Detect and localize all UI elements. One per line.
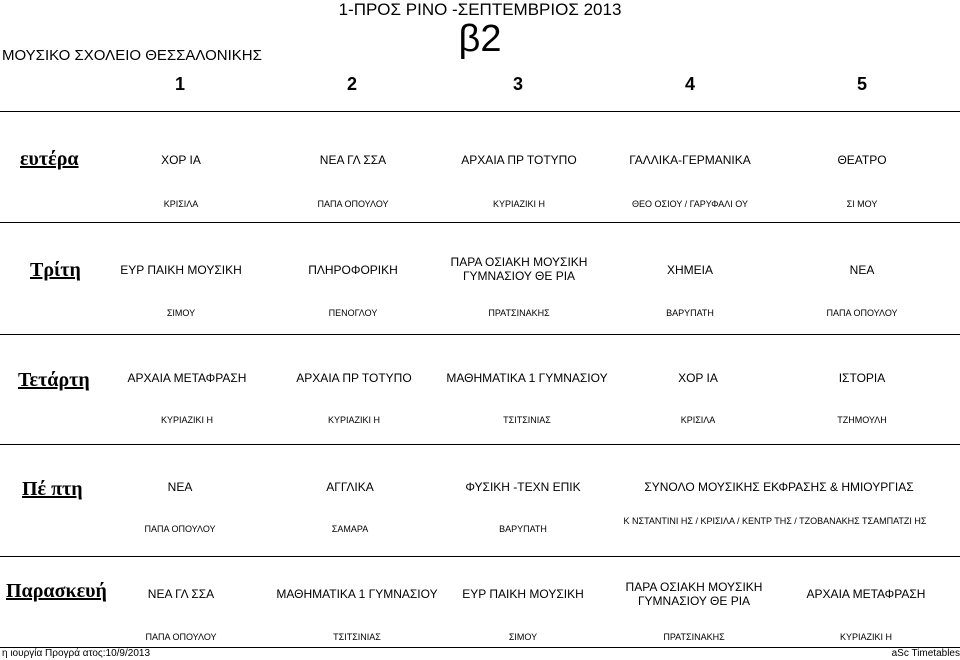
lesson-subject: ΠΑΡΑ ΟΣΙΑΚΗ ΜΟΥΣΙΚΗ ΓΥΜΝΑΣΙΟΥ ΘΕ ΡΙΑ [450,255,588,283]
day-label: Τετάρτη [18,369,90,391]
lesson-teacher: ΠΑΠΑ ΟΠΟΥΛΟΥ [144,524,216,534]
lesson-subject: ΜΑΘΗΜΑΤΙΚΑ 1 ΓΥΜΝΑΣΙΟΥ [276,587,438,601]
lesson-teacher: ΠΡΑΤΣΙΝΑΚΗΣ [663,632,725,642]
lesson-teacher: ΒΑΡΥΠΑΤΗ [499,524,547,534]
day-label: Τρίτη [30,259,81,281]
lesson-subject: ΝΕΑ ΓΛ ΣΣΑ [147,587,215,601]
lesson-subject: ΑΡΧΑΙΑ ΠΡ ΤΟΤΥΠΟ [461,153,577,167]
lesson-teacher: Κ ΝΣΤΑΝΤΙΝΙ ΗΣ / ΚΡΙΣΙΛΑ / ΚΕΝΤΡ ΤΗΣ / ΤΖΟΒΑΝΑΚΗΣ ΤΣΑΜΠΑΤΖΙ ΗΣ [623,516,927,526]
lesson-teacher: ΚΥΡΙΑΖΙΚΙ Η [839,632,892,642]
lesson-teacher: ΠΕΝΟΓΛΟΥ [328,308,378,318]
lesson-teacher: ΚΡΙΣΙΛΑ [163,199,199,209]
lesson-subject: ΝΕΑ ΓΛ ΣΣΑ [319,153,387,167]
lesson-teacher: ΣΑΜΑΡΑ [331,524,369,534]
day-label: ευτέρα [20,148,79,170]
lesson-subject: ΠΑΡΑ ΟΣΙΑΚΗ ΜΟΥΣΙΚΗ ΓΥΜΝΑΣΙΟΥ ΘΕ ΡΙΑ [625,580,763,608]
row-divider [0,444,960,445]
lesson-teacher: ΚΥΡΙΑΖΙΚΙ Η [160,415,213,425]
lesson-subject: ΧΗΜΕΙΑ [666,263,713,277]
lesson-teacher: ΠΑΠΑ ΟΠΟΥΛΟΥ [145,632,217,642]
period-number: 3 [512,74,523,94]
lesson-teacher: ΠΡΑΤΣΙΝΑΚΗΣ [488,308,550,318]
lesson-subject: ΘΕΑΤΡΟ [837,153,887,167]
lesson-teacher: ΘΕΟ ΟΣΙΟΥ / ΓΑΡΥΦΑΛΙ ΟΥ [632,199,748,209]
row-divider [0,556,960,557]
class-name: β2 [458,18,502,60]
period-number: 5 [856,74,867,94]
period-number: 1 [174,74,185,94]
lesson-teacher: ΤΖΗΜΟΥΛΗ [837,415,887,425]
timetable-title: 1-ΠΡΟΣ ΡΙΝΟ -ΣΕΠΤΕΜΒΡΙΟΣ 2013 [338,0,622,19]
lesson-teacher: ΤΣΙΤΣΙΝΙΑΣ [333,632,381,642]
period-number: 2 [346,74,357,94]
lesson-subject: ΑΓΓΛΙΚΑ [326,480,374,494]
row-divider [0,222,960,223]
lesson-subject: ΙΣΤΟΡΙΑ [838,371,886,385]
lesson-teacher: ΣΙΜΟΥ [508,632,538,642]
lesson-subject: ΓΑΛΛΙΚΑ-ΓΕΡΜΑΝΙΚΑ [629,153,751,167]
lesson-teacher: ΒΑΡΥΠΑΤΗ [666,308,714,318]
lesson-teacher: ΣΙ ΜΟΥ [846,199,878,209]
lesson-subject: ΕΥΡ ΠΑΙΚΗ ΜΟΥΣΙΚΗ [120,263,242,277]
lesson-teacher: ΤΣΙΤΣΙΝΙΑΣ [503,415,551,425]
day-label: Παρασκευή [6,580,107,602]
lesson-subject: ΧΟΡ ΙΑ [678,371,718,385]
lesson-subject: ΠΛΗΡΟΦΟΡΙΚΗ [308,263,398,277]
software-credit: aSc Timetables [891,648,960,659]
lesson-teacher: ΣΙΜΟΥ [166,308,196,318]
lesson-subject: ΑΡΧΑΙΑ ΠΡ ΤΟΤΥΠΟ [296,371,412,385]
lesson-subject: ΑΡΧΑΙΑ ΜΕΤΑΦΡΑΣΗ [806,587,926,601]
lesson-teacher: ΚΥΡΙΑΖΙΚΙ Η [327,415,380,425]
lesson-teacher: ΚΥΡΙΑΖΙΚΙ Η [492,199,545,209]
lesson-subject: ΕΥΡ ΠΑΙΚΗ ΜΟΥΣΙΚΗ [462,587,584,601]
lesson-subject: ΧΟΡ ΙΑ [161,153,201,167]
lesson-teacher: ΚΡΙΣΙΛΑ [680,415,716,425]
lesson-subject: ΣΥΝΟΛΟ ΜΟΥΣΙΚΗΣ ΕΚΦΡΑΣΗΣ & ΗΜΙΟΥΡΓΙΑΣ [644,480,914,494]
lesson-teacher: ΠΑΠΑ ΟΠΟΥΛΟΥ [826,308,898,318]
school-name: ΜΟΥΣΙΚΟ ΣΧΟΛΕΙΟ ΘΕΣΣΑΛΟΝΙΚΗΣ [2,47,262,64]
lesson-teacher: ΠΑΠΑ ΟΠΟΥΛΟΥ [317,199,389,209]
lesson-subject: ΝΕΑ [167,480,193,494]
lesson-subject: ΦΥΣΙΚΗ -ΤΕΧΝ ΕΠΙΚ [465,480,581,494]
creation-date: η ιουργία Προγρά ατος:10/9/2013 [2,648,151,659]
lesson-subject: ΜΑΘΗΜΑΤΙΚΑ 1 ΓΥΜΝΑΣΙΟΥ [446,371,608,385]
period-number: 4 [684,74,695,94]
row-divider [0,334,960,335]
row-divider [0,111,960,112]
day-label: Πέ πτη [22,478,83,500]
lesson-subject: ΑΡΧΑΙΑ ΜΕΤΑΦΡΑΣΗ [127,371,247,385]
lesson-subject: ΝΕΑ [849,263,875,277]
